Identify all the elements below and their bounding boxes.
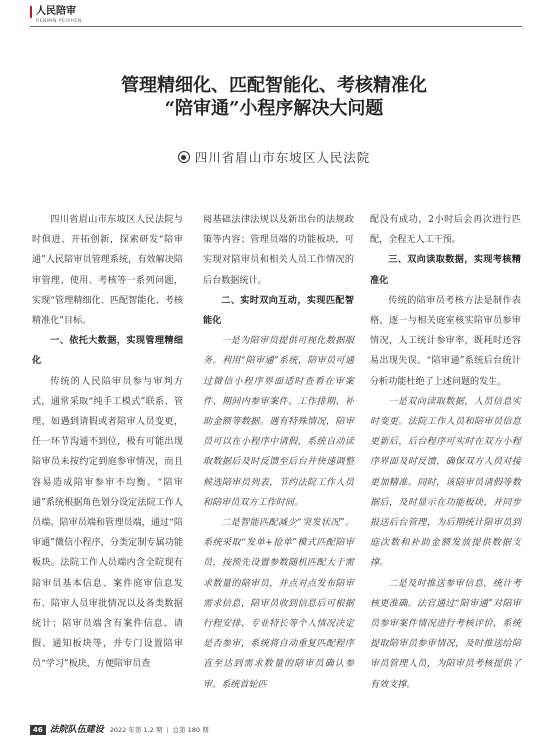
footer-divider: |: [166, 726, 169, 734]
paragraph: 阅基础法律法规以及新出台的法规政策等内容；管理员端的功能板块，可实现对陪审员和相关人员工作情况的后台数据统计。: [203, 215, 354, 286]
text-column-3: [370, 210, 521, 695]
section-heading: 二、实时双向互动，实现匹配智能化: [203, 295, 354, 327]
paragraph: 一是为陪审员提供可视化数据服务。利用“陪审通”系统，陪审员可通过微信小程序界面适时查看在审案件、期间内参审案件、工作排期、补助金额等数据。遇有特殊情况，陪审员可以在小程序中请假，系统自动读取数据后及时反馈至后台并快速调整候选陪审员列表，节约法院工作人员和陪审员双方工作时间。: [203, 336, 354, 508]
magazine-name: 法院队伍建设: [49, 725, 104, 735]
page-footer: [30, 722, 330, 735]
section-header: [30, 6, 530, 24]
article-title-line2: “陪审通”小程序解决大问题: [164, 98, 384, 119]
bullet-circle-icon: [178, 151, 190, 163]
issue-label: 2022 年第 1.2 期: [109, 726, 163, 734]
paragraph: 配没有成功，2小时后会再次进行匹配，全程无人工干预。: [370, 215, 521, 246]
section-title: 人民陪审: [36, 6, 76, 17]
page-number: 46: [30, 725, 46, 735]
paragraph: 传统的陪审员考核方法是制作表格，逐一与相关庭室核实陪审员参审情况，人工统计参审率，既耗时还容易出现失误。“陪审通”系统后台统计分析功能杜绝了上述问题的发生。: [370, 295, 521, 387]
section-heading: 三、双向读取数据，实现考核精准化: [370, 255, 521, 286]
paragraph: 传统的人民陪审员参与审判方式，通常采取“纯手工模式”联系、管理，如遇到请假或者陪审人员变更，任一环节沟通不到位，极有可能出现陪审员未按约定到庭参审情况，而且容易造成陪审参审不均衡。“陪审通”系统根据角色划分设定法院工作人员端、陪审员端和管理员端，通过“陪审通”微信小程序，分类定制专属功能板块。法院工作人员端内含全院现有陪审员基本信息、案件庭审信息发布、陪审人员审批情况以及各类数据统计；陪审员端含有案件信息、请假、通知板块等，并专门设置陪审员“学习”板块，方便陪审员查: [32, 376, 183, 670]
text-column-1: [32, 210, 183, 675]
author-name: 四川省眉山市东坡区人民法院: [194, 150, 371, 165]
paragraph: 二是智能匹配减少“突发状况”。系统采取“发单+抢单”模式匹配陪审员，按预先设置参数随机匹配大于需求数量的陪审员，并点对点发布陪审需求信息，陪审员收到信息后可根据行程安排、专业特长等个人情况决定是否参审，系统将自动重复匹配程序直至达到需求数量的陪审员确认参审。系统首轮匹: [203, 518, 354, 690]
text-column-2: [203, 210, 354, 695]
article-title-line1: 管理精细化、匹配智能化、考核精准化: [121, 75, 427, 96]
total-issue-label: 总第 180 期: [172, 726, 209, 734]
paragraph: 二是及时推送参审信息，统计考核更准确。法官通过“陪审通”对陪审员参审案件情况进行考核评价，系统提取陪审员参审情况，及时推送给陪审员管理人员，为陪审员考核提供了有效支撑。: [370, 578, 521, 690]
section-subtitle: RENMIN PEISHEN: [36, 19, 82, 24]
article-author: [40, 148, 508, 166]
paragraph: 一是双向读取数据，人员信息实时变更。法院工作人员和陪审员信息更新后，后台程序可实时在双方小程序界面及时反馈，确保双方人员对接更加精准。同时，该陪审员请假等数据后，及时显示在功能板块，并同步报送后台管理，为后期统计陪审员到庭次数和补助金额发放提供数据支撑。: [370, 396, 521, 569]
section-heading: 一、依托大数据，实现管理精细化: [32, 336, 183, 367]
paragraph: 四川省眉山市东坡区人民法院与时俱进、开拓创新，探索研发“陪审通”人民陪审员管理系统，有效解决陪审管理、使用、考核等一系列问题，实现“管理精细化、匹配智能化、考核精准化”目标。: [32, 215, 183, 327]
header-rule: [30, 26, 522, 27]
